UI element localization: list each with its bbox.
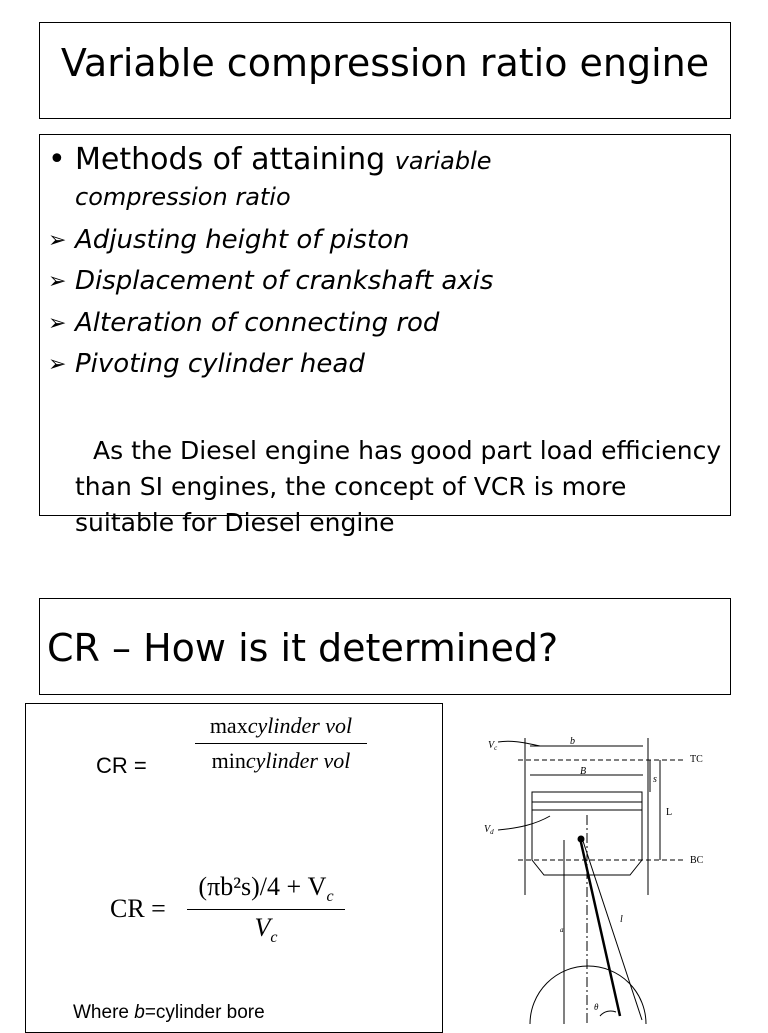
- label-vd: $V_d$: [484, 824, 494, 836]
- label-bc: BC: [690, 855, 704, 866]
- bullet-continuation: compression ratio: [75, 183, 291, 211]
- method-text: Adjusting height of piston: [75, 225, 410, 255]
- vc-leader: [498, 741, 540, 746]
- label-s: s: [653, 774, 657, 785]
- method-text: Displacement of crankshaft axis: [75, 266, 494, 296]
- bullet-text: Methods of attaining: [75, 142, 395, 177]
- fraction-numerator: $(\pi b^2s)/4 + V_c$: [187, 872, 345, 910]
- method-text: Pivoting cylinder head: [75, 349, 365, 379]
- crank-circle: [530, 966, 646, 1024]
- theta-arc: [600, 1011, 616, 1016]
- label-B: B: [580, 766, 587, 777]
- slide1-title: Variable compression ratio engine: [60, 41, 710, 85]
- label-vc: $V_c$: [488, 740, 498, 752]
- arrow-bullet-icon: ➢: [48, 311, 67, 336]
- slide2-title-box: [39, 598, 731, 695]
- fraction-numerator: maxcylinder vol: [195, 713, 367, 744]
- fraction-denominator: $V_c$: [254, 913, 278, 947]
- slide2-title: CR – How is it determined?: [47, 626, 559, 670]
- cr-fraction-vol: [195, 713, 367, 774]
- arrow-bullet-icon: ➢: [48, 228, 67, 253]
- cr-formula-label: CR =: [110, 894, 166, 923]
- vcr-paragraph: As the Diesel engine has good part load efficiency than SI engines, the concept of VCR is more suitable for Diesel engine: [75, 436, 722, 537]
- fraction-denominator: mincylinder vol: [211, 748, 351, 773]
- label-b: b: [570, 736, 575, 747]
- label-a: a: [560, 926, 564, 934]
- vd-leader: [498, 816, 550, 830]
- slide1-title-box: [39, 22, 731, 119]
- where-note: Where b=cylinder bore: [73, 1002, 265, 1023]
- cr-label: CR =: [96, 753, 147, 778]
- engine-cylinder-diagram: [470, 720, 740, 1024]
- cr-fraction-geometry: [187, 872, 345, 947]
- label-theta: θ: [594, 1002, 599, 1012]
- connecting-rod: [580, 838, 620, 1016]
- arrow-bullet-icon: ➢: [48, 269, 67, 294]
- label-l: l: [620, 914, 623, 925]
- bullet-italic: variable: [394, 147, 492, 175]
- bullet-marker: •: [48, 142, 66, 177]
- label-tc: TC: [690, 754, 703, 765]
- rod-dimension-line: [582, 838, 642, 1020]
- method-text: Alteration of connecting rod: [75, 308, 440, 338]
- arrow-bullet-icon: ➢: [48, 352, 67, 377]
- piston-pin: [578, 836, 584, 842]
- label-L: L: [666, 807, 673, 818]
